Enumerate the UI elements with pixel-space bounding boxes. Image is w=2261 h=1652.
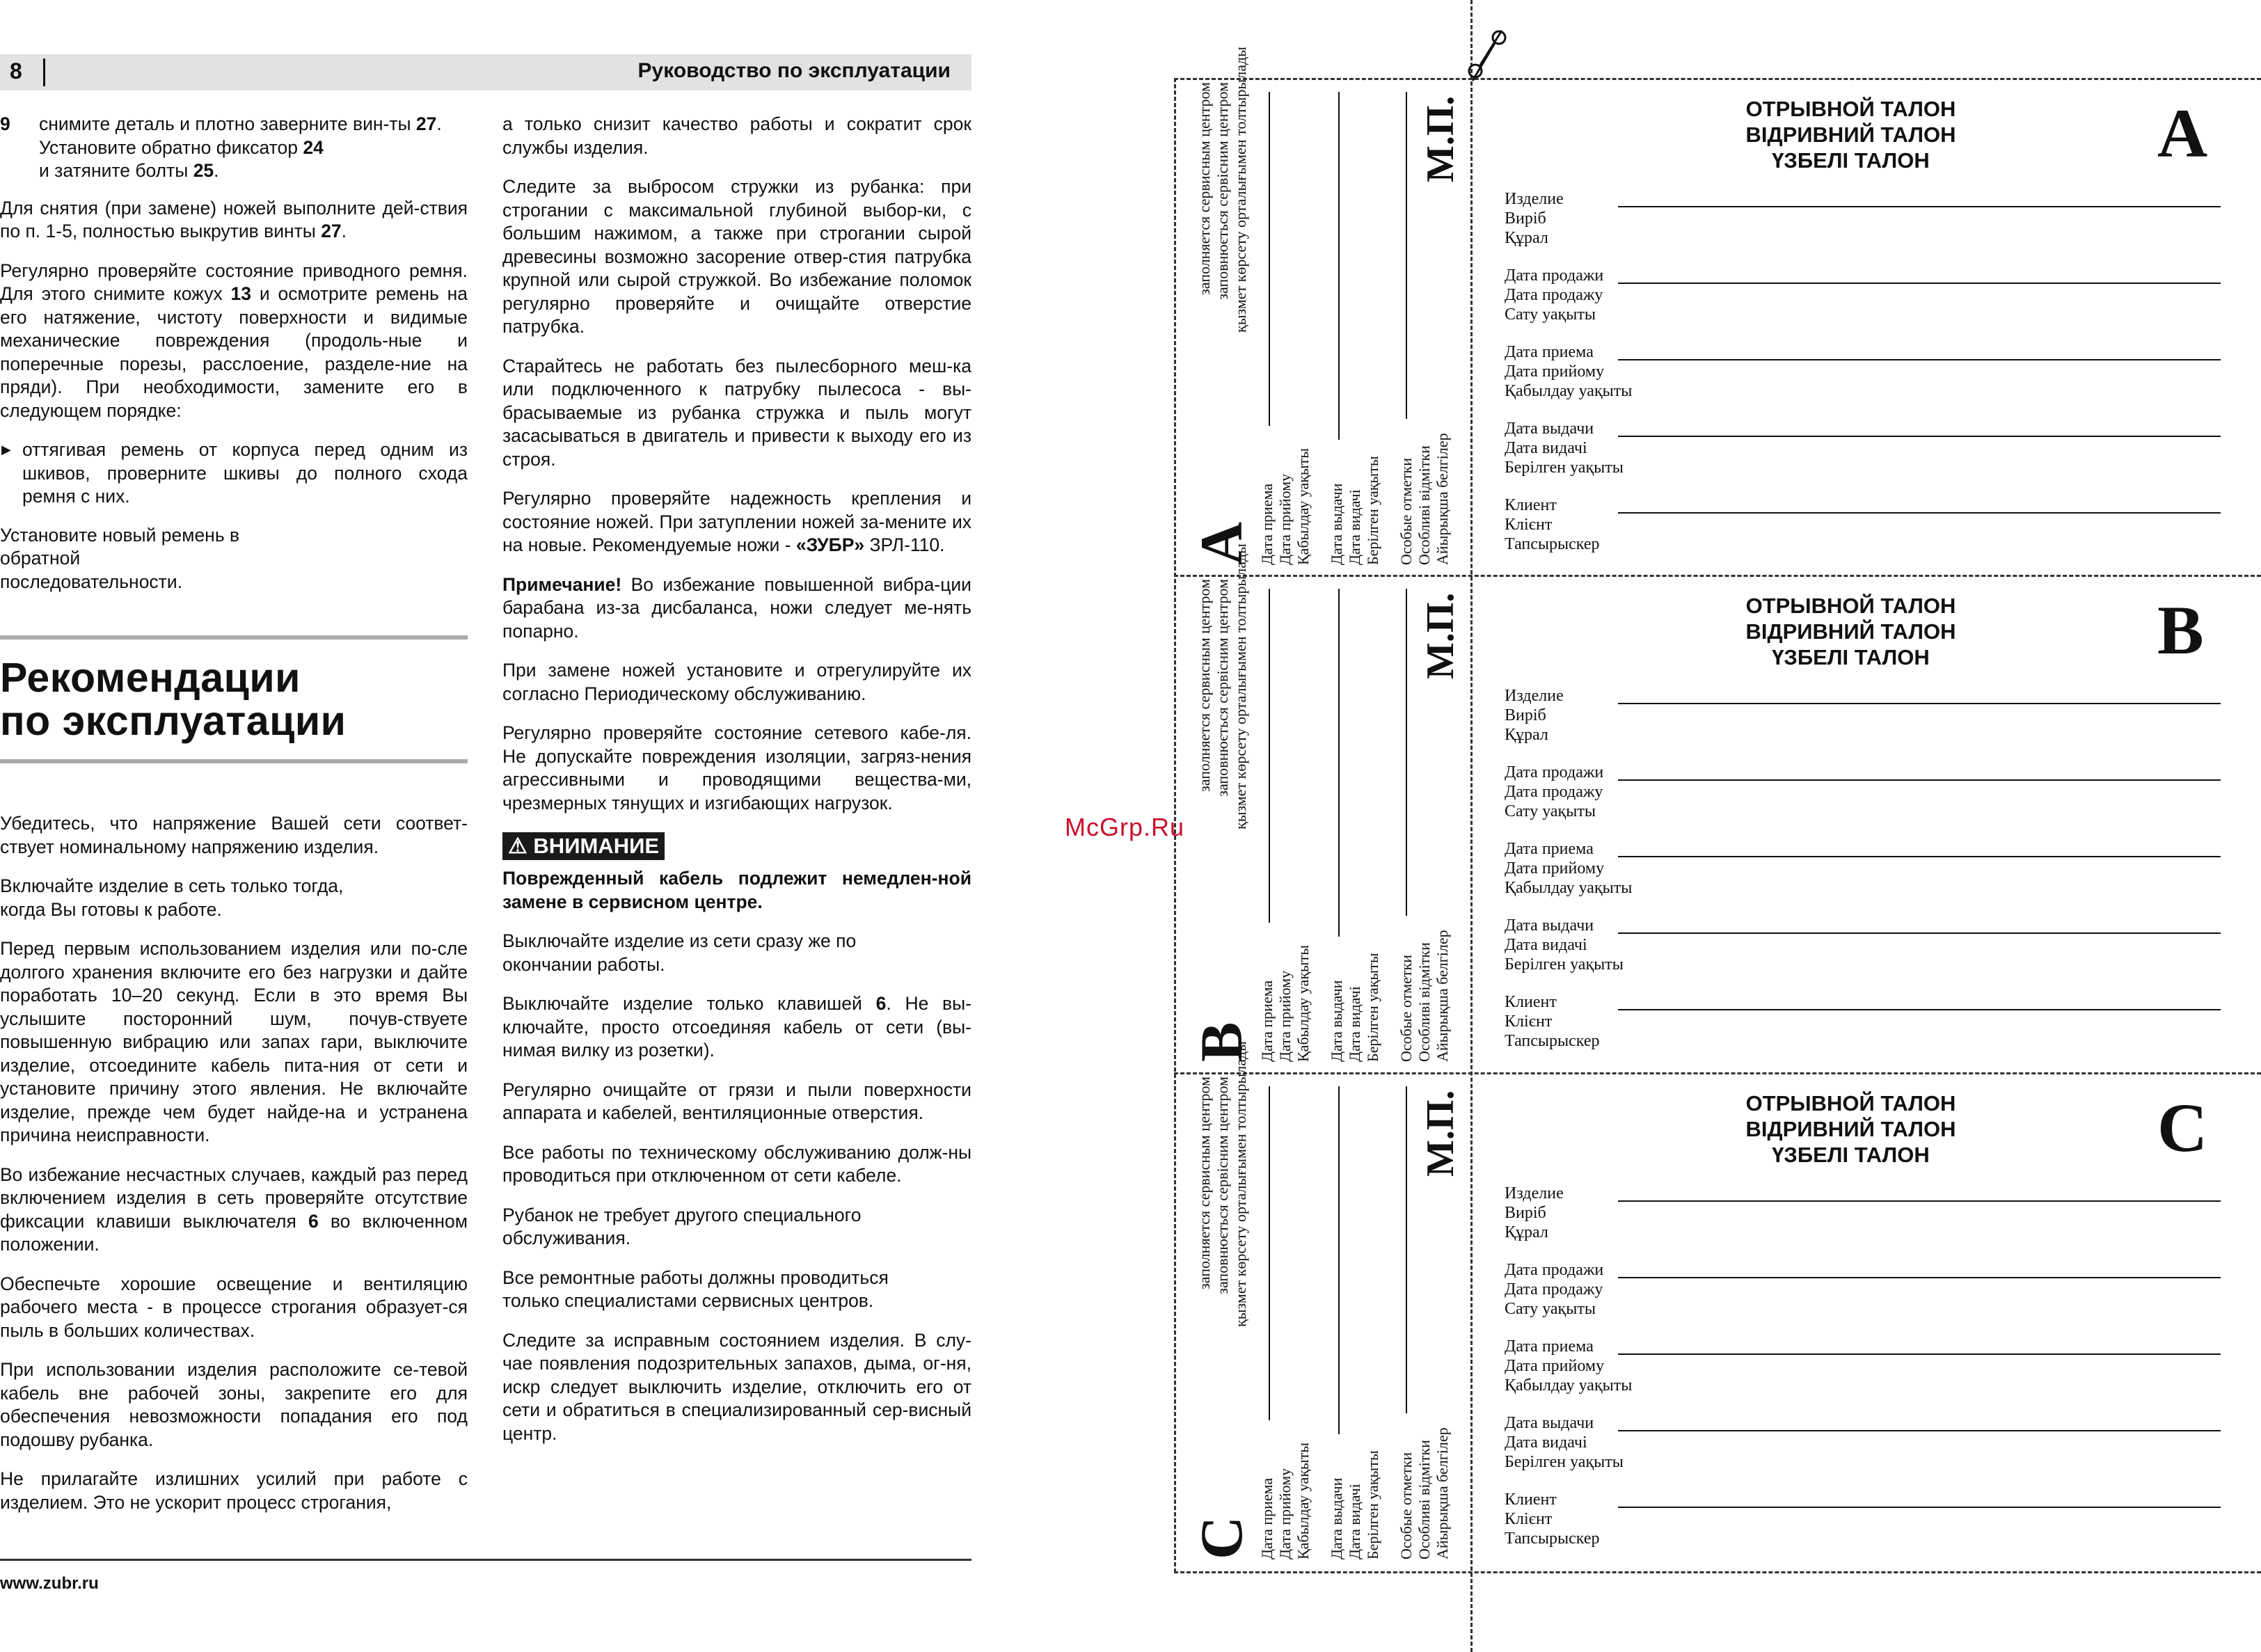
page-header [0,54,971,90]
paragraph: Следите за исправным состоянием изделия. В слу-чае появления подозрительных запахов, дыма, ог-ня, искр следует выключить изделие, отключить его от сети и обратиться в специализированный сер-висный центр. [502,1329,971,1444]
coupon-field-line[interactable] [1618,932,2221,934]
coupon-field-line[interactable] [1618,1277,2221,1278]
cut-line-bc [1174,1072,2261,1074]
warning-triangle-icon: ⚠ [508,834,527,858]
coupon-field-label: Клиент Клієнт Тапсырыскер [1505,1491,1600,1548]
coupon-field-line[interactable] [1618,1200,2221,1202]
paragraph: Все ремонтные работы должны проводиться только специалистами сервисных центров. [502,1266,889,1311]
paragraph: Установите новый ремень в обратной последовательности. [0,524,240,592]
page-number: 8 [10,58,22,84]
paragraph: Не прилагайте излишних усилий при работе с изделием. Это не ускорит процесс строгания, [0,1468,468,1513]
coupon-field-line[interactable] [1618,359,2221,360]
stub-line[interactable] [1269,589,1270,923]
paragraph: Во избежание несчастных случаев, каждый раз перед включением изделия в сеть проверяйте отсутствие фиксации клавиши выключателя 6 во включенном положении. [0,1163,468,1255]
stub-special-notes: Особые отметки Особливі відмітки Айырықша белгілер [1397,1427,1451,1559]
stub-line[interactable] [1338,1086,1340,1434]
paragraph: Обеспечьте хорошие освещение и вентиляцию рабочего места - в процессе строгания образует-ся пыль в больших количествах. [0,1273,468,1341]
coupon-letter: A [2157,95,2208,172]
stub-receive-date: Дата приема Дата прийому Қабылдау уақыты [1258,944,1312,1062]
coupon-field-line[interactable] [1618,856,2221,857]
coupon-field-line[interactable] [1618,703,2221,704]
cut-line-top [1174,78,2261,80]
stub-issue-date: Дата выдачи Дата видачі Берілген уақыты [1328,1450,1381,1559]
paragraph: Для снятия (при замене) ножей выполните дей-ствия по п. 1-5, полностью выкрутив винты 27. [0,197,468,241]
bullet-item: ▶ оттягивая ремень от корпуса перед одним из шкивов, проверните шкивы до полного схода ремня с них. [1,439,468,507]
footer-url: www.zubr.ru [0,1574,99,1593]
paragraph: Убедитесь, что напряжение Вашей сети соответ-ствует номинальному напряжению изделия. [0,813,468,857]
stamp-mark: М.П. [1419,1090,1462,1177]
stub-line[interactable] [1269,1086,1270,1420]
coupon-field-label: Дата приема Дата прийому Қабылдау уақыты [1505,343,1633,400]
stub-special-notes: Особые отметки Особливі відмітки Айырықша белгілер [1397,930,1451,1062]
stub-line[interactable] [1338,589,1340,937]
stub-receive-date: Дата приема Дата прийому Қабылдау уақыты [1258,1442,1312,1559]
stub-line[interactable] [1269,92,1270,426]
stub-line[interactable] [1406,92,1407,419]
coupon-field-label: Клиент Клієнт Тапсырыскер [1505,496,1600,553]
coupon-field-line[interactable] [1618,206,2221,207]
coupon-field-label: Дата выдачи Дата видачі Берілген уақыты [1505,1414,1624,1471]
stub-note: заполняется сервисным центром заповнюється сервісним центром қызмет көрсету орталығымен толтырылады [1196,543,1249,829]
stub-line[interactable] [1406,589,1407,916]
section-title: Рекомендации по эксплуатации [0,655,347,744]
section-divider [0,635,468,640]
stub-letter: C [1188,1516,1255,1559]
stub-letter: B [1188,1022,1255,1062]
stub-receive-date: Дата приема Дата прийому Қабылдау уақыты [1258,447,1312,565]
coupon-field-label: Дата приема Дата прийому Қабылдау уақыты [1505,1337,1633,1395]
stub-line[interactable] [1406,1086,1407,1413]
coupon-field-line[interactable] [1618,1009,2221,1010]
coupon-title: ОТРЫВНОЙ ТАЛОН ВІДРИВНИЙ ТАЛОН ҮЗБЕЛІ ТАЛОН [1745,97,1956,173]
paragraph: Все работы по техническому обслуживанию долж-ны проводиться при отключенном от сети кабеле. [502,1141,971,1186]
watermark: McGrp.Ru [1065,813,1185,841]
paragraph: Следите за выбросом стружки из рубанка: при строгании с максимальной глубиной выбор-ки, с большим нажимом, а также при строгании сырой древесины возможно засорение отвер-стия патрубка крупной или сырой стружкой. Во избежание поломок регулярно проверяйте и очищайте отверстие патрубка. [502,176,971,337]
coupon-field-label: Изделие Виріб Құрал [1505,687,1564,744]
coupon-field-line[interactable] [1618,1353,2221,1355]
paragraph: Рубанок не требует другого специального обслуживания. [502,1204,862,1248]
paragraph: При использовании изделия расположите се-тевой кабель вне рабочей зоны, закрепите его для обеспечения невозможности попадания его под подошву рубанка. [0,1359,468,1450]
coupon-field-label: Дата выдачи Дата видачі Берілген уақыты [1505,420,1624,477]
paragraph: Регулярно проверяйте надежность крепления и состояние ножей. При затуплении ножей за-мените их на новые. Рекомендуемые ножи - «ЗУБР» ЗРЛ-110. [502,488,971,555]
section-divider [0,759,468,763]
paragraph: Перед первым использованием изделия или по-сле долгого хранения включите его без нагрузки и дайте поработать 10–20 секунд. Если в это время Вы услышите посторонний шум, почув-ствуете повышенную вибрацию или запах гари, выключите изделие, отсоедините кабель пита-ния от сети и установите причину этого явления. Не включайте изделие, прежде чем будет найде-на и устранена причина неисправности. [0,938,468,1145]
coupon-letter: B [2157,591,2204,669]
right-text-column [502,113,971,1461]
warning-text: Поврежденный кабель подлежит немедлен-ной замене в сервисном центре. [502,868,971,912]
paragraph: Старайтесь не работать без пылесборного меш-ка или подключенного к патрубку пылесоса - вы-брасываемые из рубанка стружка и пыль могут засасываться в двигатель и привести к выходу его из строя. [502,355,971,470]
header-divider [43,58,45,86]
stub-issue-date: Дата выдачи Дата видачі Берілген уақыты [1328,953,1381,1062]
coupon-title: ОТРЫВНОЙ ТАЛОН ВІДРИВНИЙ ТАЛОН ҮЗБЕЛІ ТАЛОН [1745,1091,1956,1167]
step-9: 9 снимите деталь и плотно заверните вин-ты 27. Установите обратно фиксатор 24 и затяните болты 25. [0,113,442,181]
stub-issue-date: Дата выдачи Дата видачі Берілген уақыты [1328,456,1381,565]
stub-special-notes: Особые отметки Особливі відмітки Айырықша белгілер [1397,433,1451,565]
step-number: 9 [0,113,10,134]
coupon-field-label: Изделие Виріб Құрал [1505,190,1564,247]
coupon-field-label: Дата выдачи Дата видачі Берілген уақыты [1505,916,1624,974]
paragraph: Примечание! Во избежание повышенной вибра-ции барабана из-за дисбаланса, ножи следует ме-нять попарно. [502,573,971,642]
stub-line[interactable] [1338,92,1340,440]
cut-line-bottom [1174,1571,2261,1573]
coupon-letter: C [2157,1089,2208,1166]
warning-badge: ⚠ ВНИМАНИЕ [502,832,665,860]
cut-line-vertical [1470,0,1473,1652]
paragraph: Выключайте изделие из сети сразу же по окончании работы. [502,930,857,975]
paragraph: Выключайте изделие только клавишей 6. Не вы-ключайте, просто отсоединяя кабель от сети (вы-нимая вилку из розетки). [502,993,971,1061]
stub-note: заполняется сервисным центром заповнюється сервісним центром қызмет көрсету орталығымен толтырылады [1196,47,1249,333]
footer-divider [0,1559,971,1561]
coupon-field-line[interactable] [1618,779,2221,781]
paragraph: Регулярно проверяйте состояние сетевого кабе-ля. Не допускайте повреждения изоляции, загряз-нения агрессивными и проводящими вещества-ми, чрезмерных тянущих и изгибающих нагрузок. [502,722,971,813]
coupon-field-label: Изделие Виріб Құрал [1505,1184,1564,1241]
coupon-field-line[interactable] [1618,1430,2221,1431]
cut-line-left [1174,78,1176,1573]
paragraph: Регулярно проверяйте состояние приводного ремня. Для этого снимите кожух 13 и осмотрите ремень на его натяжение, чистоту поверхности и видимые механические повреждения (продоль-ные и поперечные порезы, расслоение, разделе-ние на пряди). При необходимости, замените его в следующем порядке: [0,260,468,421]
left-text-column [0,113,468,1530]
cut-line-ab [1174,575,2261,577]
scissors-icon [1467,28,1516,84]
stamp-mark: М.П. [1419,592,1462,679]
paragraph: Регулярно очищайте от грязи и пыли поверхности аппарата и кабелей, вентиляционные отверстия. [502,1079,971,1123]
coupon-field-line[interactable] [1618,1507,2221,1508]
page-title: Руководство по эксплуатации [637,59,951,82]
stamp-mark: М.П. [1419,95,1462,182]
coupon-field-label: Дата продажи Дата продажу Сату уақыты [1505,1261,1604,1318]
stub-note: заполняется сервисным центром заповнюється сервісним центром қызмет көрсету орталығымен толтырылады [1196,1041,1249,1327]
paragraph: а только снизит качество работы и сократит срок службы изделия. [502,113,971,158]
paragraph: Включайте изделие в сеть только тогда, когда Вы готовы к работе. [0,875,344,920]
stub-letter: A [1188,521,1255,565]
coupon-field-line[interactable] [1618,436,2221,437]
coupon-field-label: Клиент Клієнт Тапсырыскер [1505,993,1600,1050]
paragraph: При замене ножей установите и отрегулируйте их согласно Периодическому обслуживанию. [502,660,971,704]
coupon-field-line[interactable] [1618,283,2221,284]
coupon-field-label: Дата продажи Дата продажу Сату уақыты [1505,267,1604,324]
coupon-field-line[interactable] [1618,512,2221,514]
bullet-arrow-icon: ▶ [1,443,11,456]
coupon-title: ОТРЫВНОЙ ТАЛОН ВІДРИВНИЙ ТАЛОН ҮЗБЕЛІ ТАЛОН [1745,594,1956,669]
coupon-field-label: Дата приема Дата прийому Қабылдау уақыты [1505,840,1633,897]
coupon-field-label: Дата продажи Дата продажу Сату уақыты [1505,763,1604,820]
